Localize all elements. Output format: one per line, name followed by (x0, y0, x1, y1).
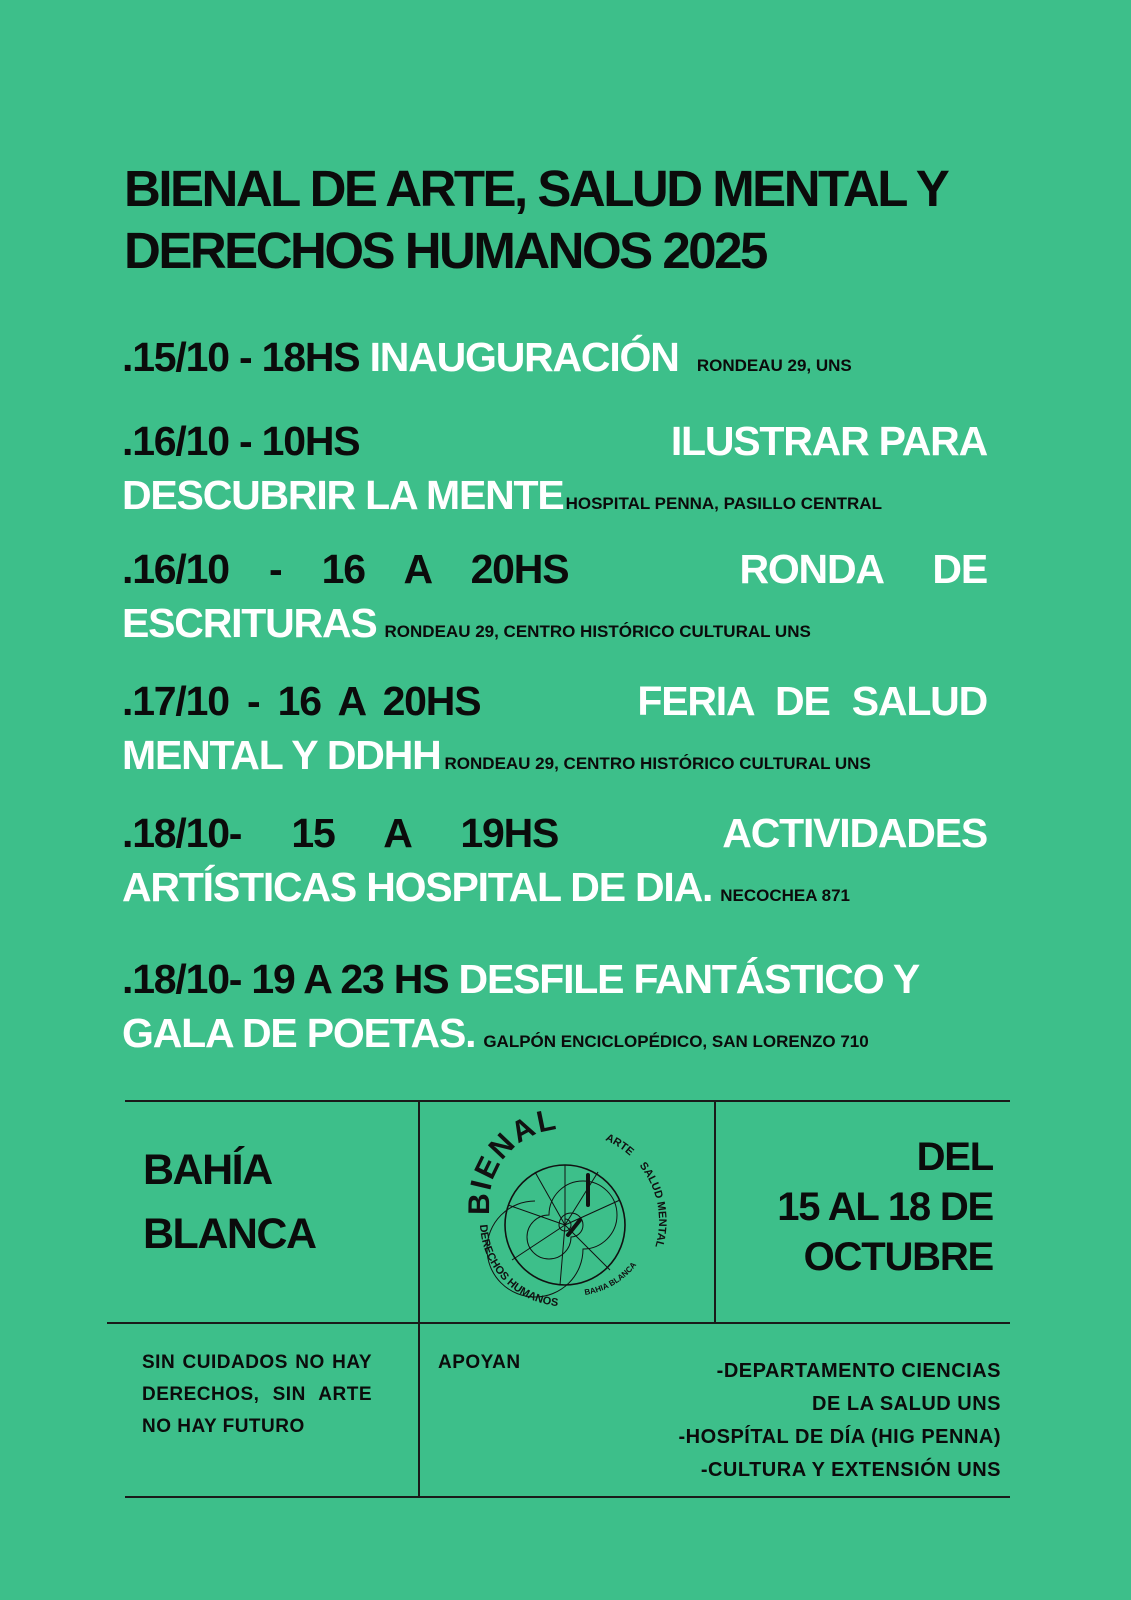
dates-line1: DEL (916, 1135, 993, 1179)
event-name: INAUGURACIÓN (369, 334, 679, 380)
event-name-line1: FERIA DE SALUD (637, 678, 987, 724)
logo-arte: ARTE (603, 1131, 636, 1159)
sponsor-item: -HOSPÍTAL DE DÍA (HIG PENNA) (678, 1426, 1001, 1448)
event-date: .16/10 - 16 A 20HS (122, 546, 569, 592)
event-name-line2: MENTAL Y DDHH (122, 732, 441, 778)
event-name-line1: ILUSTRAR PARA (670, 418, 987, 464)
event-place: NECOCHEA 871 (720, 886, 850, 905)
event-place: RONDEAU 29, CENTRO HISTÓRICO CULTURAL UNS (444, 754, 871, 773)
city-name (143, 1138, 316, 1266)
event-date: .18/10- 15 A 19HS (122, 810, 559, 856)
apoyan-label: APOYAN (438, 1352, 521, 1373)
event-place: RONDEAU 29, CENTRO HISTÓRICO CULTURAL UNS (384, 622, 811, 641)
event-item (122, 674, 987, 791)
divider (418, 1100, 420, 1498)
logo-city: BAHIA BLANCA (583, 1260, 639, 1298)
divider (714, 1100, 716, 1324)
event-name-line2: ESCRITURAS (122, 600, 377, 646)
event-place: GALPÓN ENCICLOPÉDICO, SAN LORENZO 710 (483, 1032, 869, 1051)
sponsor-item: DE LA SALUD UNS (812, 1393, 1001, 1415)
sponsor-item: -DEPARTAMENTO CIENCIAS (716, 1360, 1001, 1382)
event-name-line1: DESFILE FANTÁSTICO Y (458, 956, 919, 1002)
city-line2: BLANCA (143, 1210, 316, 1258)
event-name-line2: ARTÍSTICAS HOSPITAL DE DIA. (122, 864, 713, 910)
dates-line3: OCTUBRE (803, 1235, 993, 1279)
event-name-line2: GALA DE POETAS. (122, 1010, 476, 1056)
logo-word: BIENAL (463, 1110, 561, 1216)
event-date: .16/10 - 10HS (122, 418, 360, 464)
event-item (122, 414, 987, 531)
sponsor-item: -CULTURA Y EXTENSIÓN UNS (700, 1459, 1001, 1481)
event-date: .18/10- 19 A 23 HS (122, 956, 449, 1002)
divider (107, 1322, 1010, 1324)
svg-text:BIENAL (463, 1110, 560, 1215)
bienal-logo (460, 1110, 670, 1320)
event-item (122, 330, 987, 393)
dates-box (777, 1132, 993, 1282)
sponsors-list (678, 1355, 1001, 1487)
motto-text: SIN CUIDADOS NO HAY DERECHOS, SIN ARTE NO HAY FUTURO (142, 1352, 372, 1437)
event-place: HOSPITAL PENNA, PASILLO CENTRAL (565, 494, 882, 513)
logo-ddhh: DERECHOS HUMANOS (476, 1224, 559, 1310)
event-name-line1: ACTIVIDADES (722, 810, 987, 856)
divider (125, 1100, 1010, 1102)
logo-salud: SALUD MENTAL (636, 1160, 669, 1250)
poster-title: BIENAL DE ARTE, SALUD MENTAL Y DERECHOS HUMANOS 2025 (124, 160, 947, 279)
event-name-line1: RONDA DE (739, 546, 987, 592)
dates-line2: 15 AL 18 DE (777, 1185, 993, 1229)
city-line1: BAHÍA (143, 1146, 272, 1194)
event-date: .17/10 - 16 A 20HS (122, 678, 481, 724)
event-place: RONDEAU 29, UNS (696, 356, 852, 375)
event-date: .15/10 - 18HS (122, 334, 360, 380)
divider (125, 1496, 1010, 1498)
event-item (122, 542, 987, 659)
event-item (122, 952, 987, 1069)
event-name-line2: DESCUBRIR LA MENTE (122, 472, 564, 518)
event-item (122, 806, 987, 923)
